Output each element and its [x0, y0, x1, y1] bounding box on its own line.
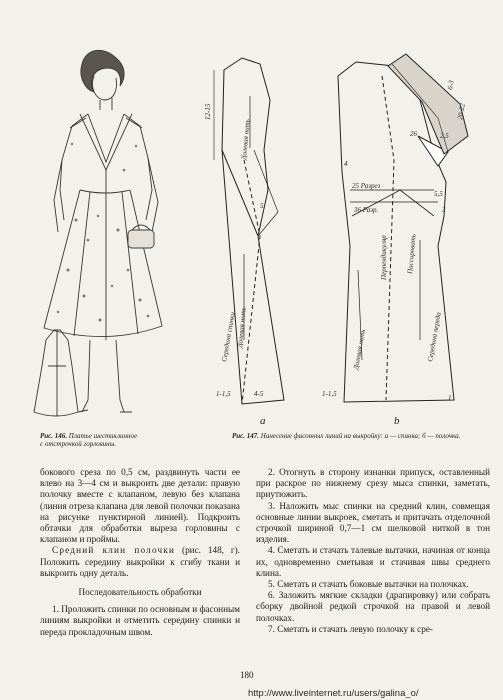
right-paragraph-4: 5. Сметать и стачать боковые вытачки на полочках. — [268, 579, 469, 590]
measure-4: 4 — [344, 160, 348, 168]
measure-3: 3 — [442, 206, 446, 214]
middle-wedge-lead: Средний клин полочки — [52, 545, 176, 556]
left-paragraph-2 — [40, 545, 240, 579]
label-b: b — [394, 415, 400, 427]
right-paragraph-2: 3. Наложить мыс спинки на средний клин, совмещая основные линии выкроек, сметать и притачать отделочной строчкой шириной 0,7—1 см шелковой ниткой в тон изделия. — [256, 500, 490, 545]
measure-2-5: 2,5 — [440, 132, 449, 140]
measure-1-1-5: 1-1,5 — [216, 390, 231, 398]
label-a: a — [260, 415, 266, 427]
pattern-illustration — [28, 40, 488, 432]
front-pass-label: Пассировать — [406, 233, 418, 275]
figure-147-number: Рис. 147. — [232, 432, 260, 440]
right-paragraph-6: 7. Сметать и стачать левую полочку к сре- — [268, 623, 433, 634]
back-grain-label-2: Долевая нить — [236, 306, 248, 349]
measure-20-22: 20-22 — [456, 102, 467, 121]
figure-area — [28, 40, 488, 432]
figure-146-number: Рис. 146. — [40, 432, 68, 440]
figure-146-caption — [40, 432, 140, 448]
back-center-label: Середина спинки — [220, 311, 237, 363]
front-perp-label: Перпендикуляр — [380, 235, 388, 280]
measure-12-15: 12-15 — [204, 103, 212, 120]
razr-label: 36 Разр. — [354, 206, 379, 214]
measure-1-1-5-b: 1-1,5 — [322, 390, 337, 398]
dress-illustration — [34, 50, 162, 416]
front-center-label: Середина переда — [426, 311, 443, 363]
page-number: 180 — [240, 670, 254, 680]
left-column — [40, 467, 240, 638]
right-column — [256, 467, 490, 635]
middle-wedge-text: (рис. 148, г). Положить середину выкройки к сгибу ткани и выкроить одну деталь. — [40, 545, 240, 578]
right-paragraph-5: 6. Заложить мягкие складки (драпировку) или собрать сборку двойной редкой строчкой на правой и левой полочках. — [256, 590, 490, 623]
measure-1: 1 — [448, 394, 452, 402]
right-paragraph-3: 4. Сметать и стачать талевые вытачки, начиная от конца их, одновременно сметывая и стачивая швы среднего клина. — [256, 545, 490, 578]
left-paragraph-3: 1. Проложить спинки по основным и фасонным линиям выкройки и отметить середину спинки и переда прокладочным швом. — [40, 604, 240, 637]
figure-147-text: Нанесение фасонных линий на выкройку: а — спинка; б — полочка. — [260, 432, 461, 440]
measure-5: 5 — [260, 202, 264, 210]
measure-6-3: 6-3 — [446, 79, 456, 91]
figure-147-caption — [232, 432, 492, 440]
footer-url: http://www.liveinternet.ru/users/galina_o/ — [248, 688, 419, 699]
section-heading: Последовательность обработки — [78, 587, 202, 598]
measure-26: 26 — [410, 130, 417, 138]
left-paragraph-1: бокового среза по 0,5 см, раздвинуть части ее влево на 3—4 см и выкроить две детали: правую полочку вместе с клапаном, левую без клапана (линия отреза клапана для левой полочки показана на рисунке пунктирной линией). Подкроить обтачки для обработки выреза горловины с клапаном и проймы. — [40, 467, 240, 545]
back-grain-label: Долевая нить — [240, 118, 252, 161]
razrez-label: 25 Разрез — [352, 182, 381, 190]
front-grain-label: Долевая нить — [352, 328, 368, 371]
right-paragraph-1: 2. Отогнуть в сторону изнанки припуск, оставленный при раскрое по нижнему срезу мыса спинки, заметать, приутюжить. — [256, 467, 490, 500]
measure-5-5: 5,5 — [434, 190, 443, 198]
measure-4-5: 4-5 — [254, 390, 264, 398]
figure-146-text: Платье шестиклинное с отстрочкой горловины. — [40, 432, 138, 448]
